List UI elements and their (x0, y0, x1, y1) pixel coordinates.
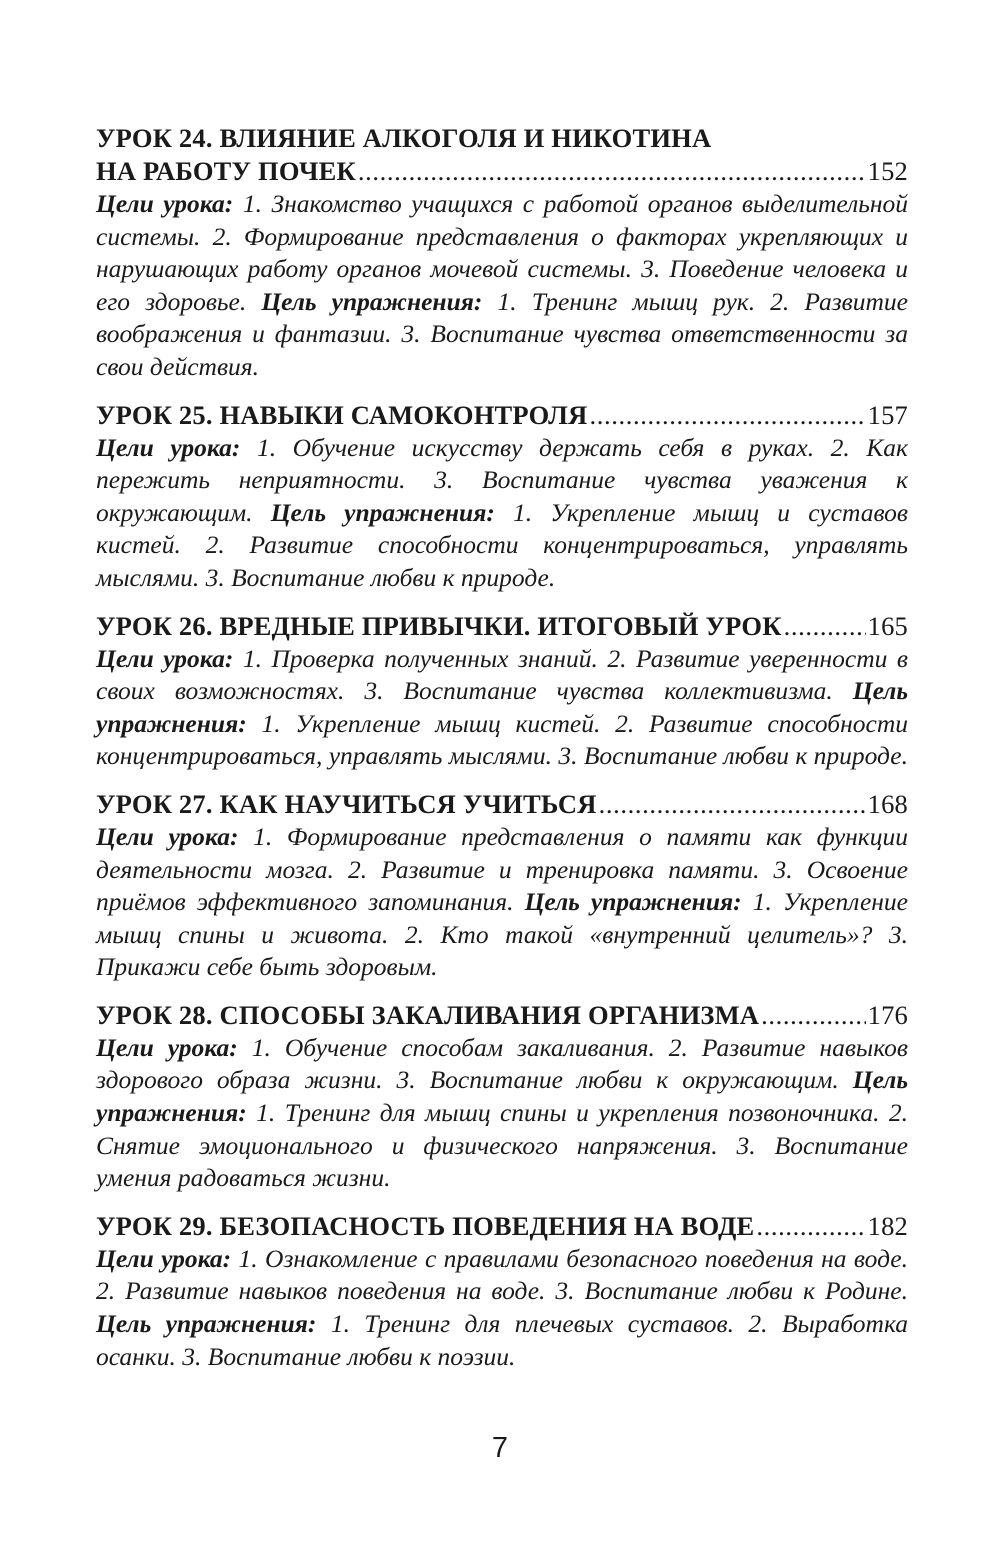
toc-entry-lesson-29 (96, 1210, 908, 1373)
exercise-label: Цель упражнения: (96, 676, 908, 738)
goals-label: Цели урока: (96, 821, 239, 851)
toc-entry-lesson-28 (96, 999, 908, 1195)
goals-text: 1. Обучение искусству держать себя в руках. 2. Как пережить неприятности. 3. Воспитание чувства уважения к окружающим. (96, 432, 908, 527)
lesson-description (96, 1032, 908, 1195)
exercise-text: 1. Тренинг для плечевых суставов. 2. Выработка осанки. 3. Воспитание любви к поэзии. (96, 1309, 909, 1371)
lesson-description (96, 1243, 908, 1373)
dot-leader (358, 155, 866, 188)
lesson-title-row[interactable] (96, 399, 908, 432)
exercise-label: Цель упражнения: (96, 1065, 908, 1128)
exercise-text: 1. Тренинг для мышц спины и укрепления позвоночника. 2. Снятие эмоционального и физического напряжения. 3. Воспитание умения радоваться жизни. (96, 1098, 908, 1193)
goals-text: 1. Формирование представления о памяти как функции деятельности мозга. 2. Развитие и тренировка памяти. 3. Освоение приёмов эффективного запоминания. (96, 821, 908, 917)
dot-leader (599, 788, 866, 821)
exercise-text: 1. Укрепление мышц и суставов кистей. 2. Развитие способности концентрироваться, управлять мыслями. 3. Воспитание любви к природе. (96, 497, 908, 592)
goals-text: 1. Обучение способам закаливания. 2. Развитие навыков здорового образа жизни. 3. Воспитание любви к окружающим. (96, 1032, 908, 1095)
goals-text: 1. Знакомство учащихся с работой органов выделительной системы. 2. Формирование представления о факторах укрепляющих и нарушающих работу органов мочевой системы. 3. Поведение человека и его здоровье. (96, 189, 908, 316)
lesson-title-row[interactable] (96, 610, 908, 643)
toc-entry-lesson-24 (96, 122, 908, 384)
lesson-description (96, 821, 908, 984)
lesson-title-line1: УРОК 24. ВЛИЯНИЕ АЛКОГОЛЯ И НИКОТИНА (96, 123, 712, 153)
lesson-title: УРОК 25. НАВЫКИ САМОКОНТРОЛЯ (96, 399, 588, 430)
dot-leader (761, 999, 866, 1032)
goals-text: 1. Ознакомление с правилами безопасного поведения на воде. 2. Развитие навыков поведения на воде. 3. Воспитание любви к Родине. (96, 1243, 908, 1306)
goals-label: Цели урока: (96, 1032, 238, 1062)
exercise-text: 1. Укрепление мышц кистей. 2. Развитие способности концентрироваться, управлять мыслями. 3. Воспитание любви к природе. (96, 708, 908, 771)
lesson-title: УРОК 26. ВРЕДНЫЕ ПРИВЫЧКИ. ИТОГОВЫЙ УРОК (96, 610, 782, 641)
page-number: 7 (491, 1432, 509, 1464)
exercise-label: Цель упражнения: (524, 887, 742, 917)
page-ref: 176 (867, 999, 908, 1030)
dot-leader (756, 1210, 865, 1243)
toc-entry-lesson-25 (96, 399, 908, 595)
goals-text: 1. Проверка полученных знаний. 2. Развитие уверенности в своих возможностях. 3. Воспитание чувства коллективизма. (96, 643, 908, 706)
goals-label: Цели урока: (96, 189, 234, 218)
exercise-text: 1. Укрепление мышц спины и живота. 2. Кто такой «внутренний целитель»? 3. Прикажи себе быть здоровым. (96, 887, 908, 982)
goals-label: Цели урока: (96, 1243, 232, 1273)
page-ref: 182 (867, 1210, 908, 1241)
exercise-label: Цель упражнения: (270, 497, 495, 527)
lesson-description (96, 432, 908, 595)
dot-leader (784, 610, 866, 643)
dot-leader (589, 399, 865, 432)
goals-label: Цели урока: (96, 432, 241, 462)
page-ref: 168 (867, 788, 908, 819)
table-of-contents (96, 122, 908, 1388)
lesson-title: НА РАБОТУ ПОЧЕК (96, 156, 356, 186)
lesson-title-row[interactable] (96, 1210, 908, 1243)
page-ref: 165 (867, 610, 908, 641)
lesson-title: УРОК 28. СПОСОБЫ ЗАКАЛИВАНИЯ ОРГАНИЗМА (96, 999, 760, 1030)
exercise-label: Цель упражнения: (96, 1309, 317, 1339)
toc-entry-lesson-27 (96, 788, 908, 984)
exercise-label: Цель упражнения: (261, 286, 483, 316)
goals-label: Цели урока: (96, 643, 234, 673)
page-ref: 152 (867, 156, 908, 186)
toc-entry-lesson-26 (96, 610, 908, 773)
lesson-description (96, 643, 908, 773)
lesson-title-row[interactable] (96, 999, 908, 1032)
lesson-description (96, 188, 908, 384)
lesson-title: УРОК 27. КАК НАУЧИТЬСЯ УЧИТЬСЯ (96, 788, 597, 819)
page-ref: 157 (867, 399, 908, 430)
lesson-title-row[interactable] (96, 788, 908, 821)
exercise-text: 1. Тренинг мышц рук. 2. Развитие воображения и фантазии. 3. Воспитание чувства ответственности за свои действия. (96, 286, 908, 381)
lesson-title: УРОК 29. БЕЗОПАСНОСТЬ ПОВЕДЕНИЯ НА ВОДЕ (96, 1210, 755, 1241)
lesson-title-row[interactable] (96, 155, 908, 188)
